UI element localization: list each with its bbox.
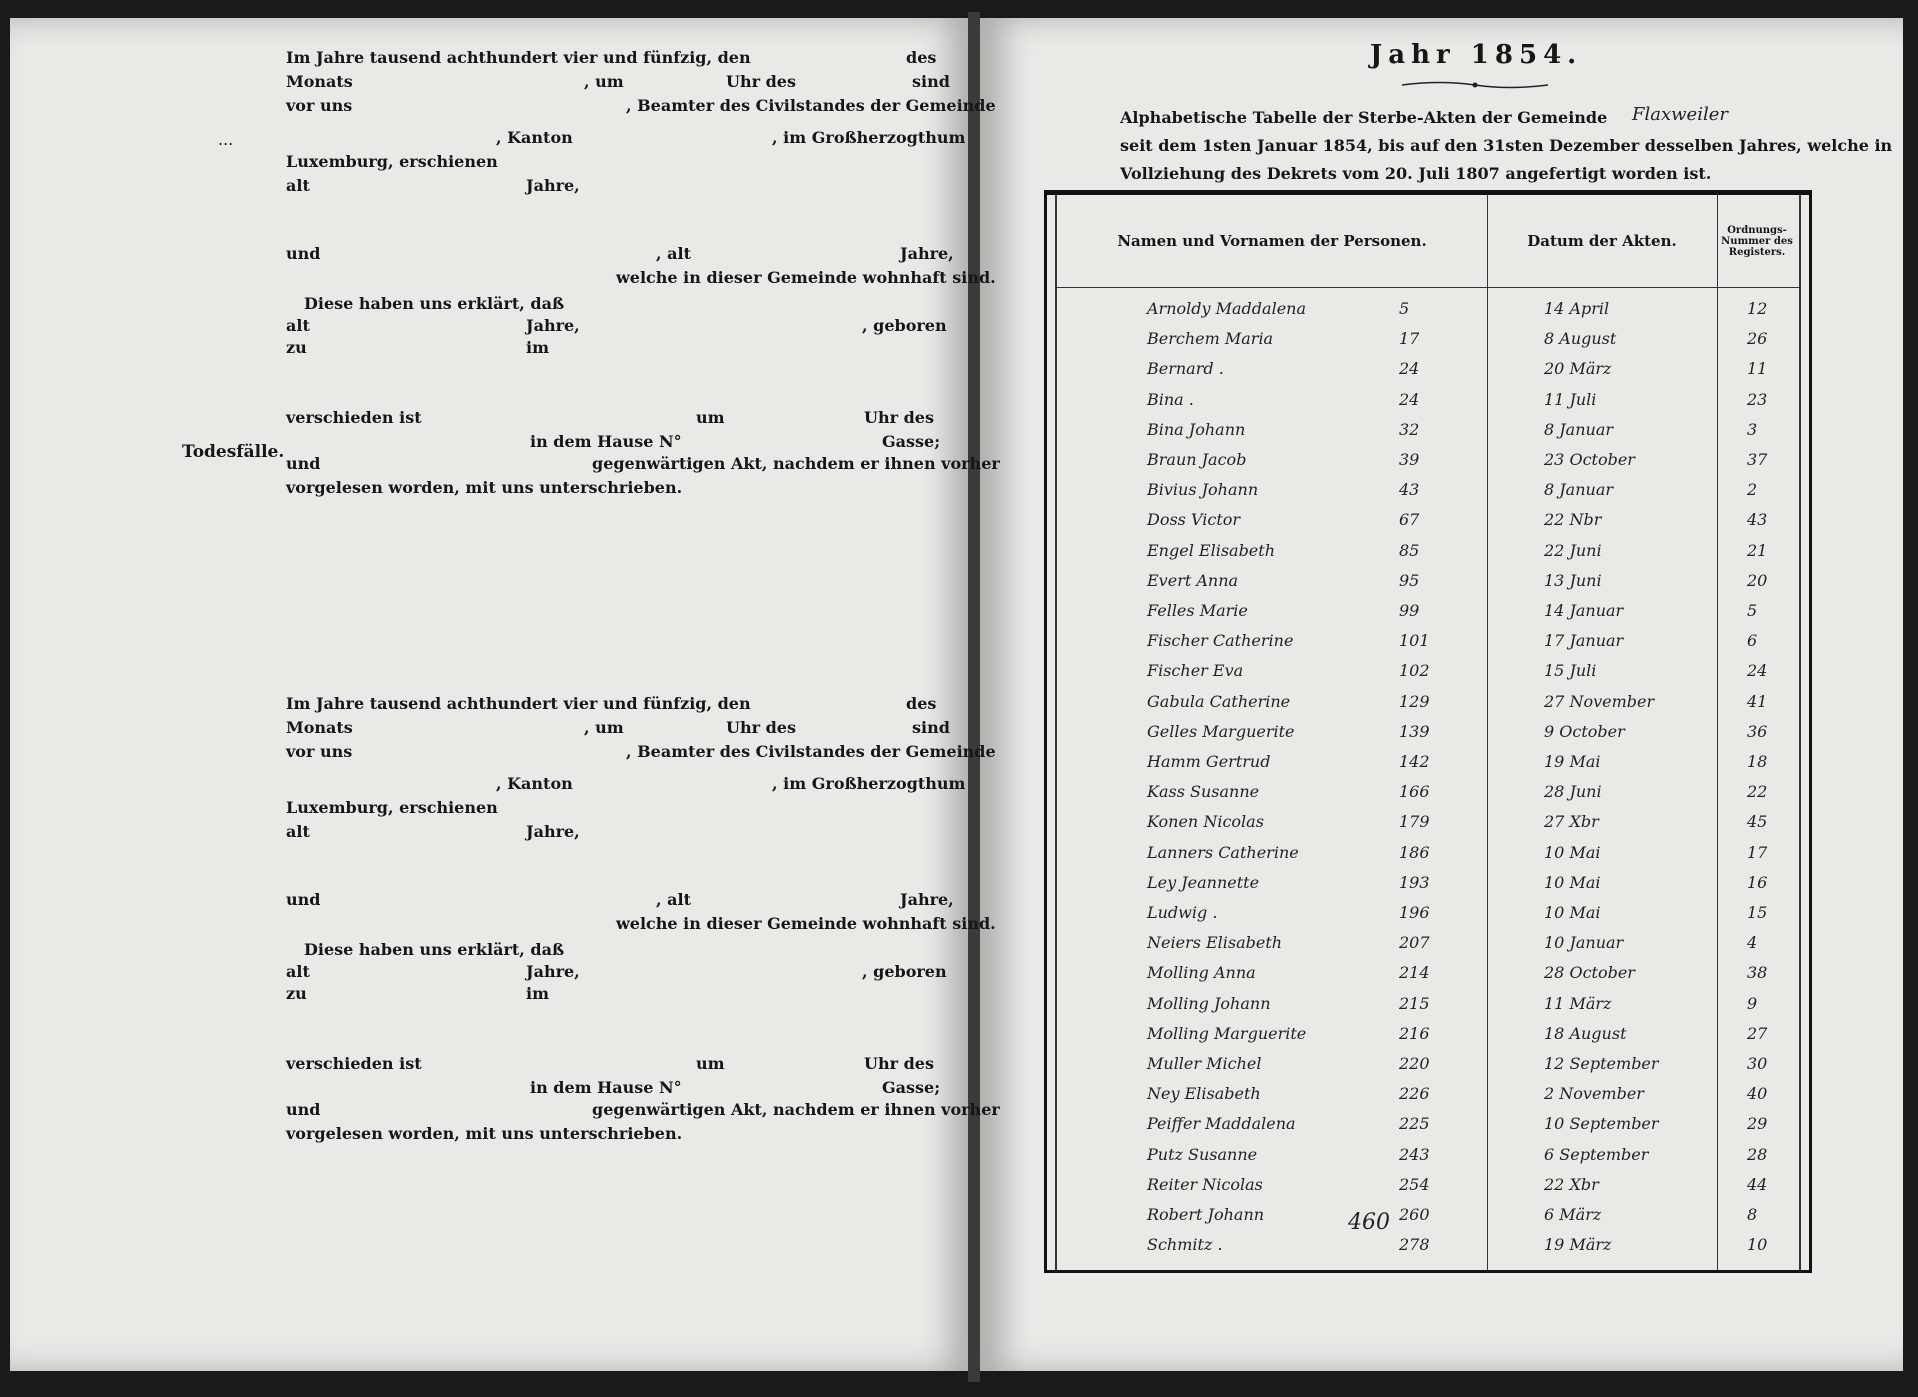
table-row: [1047, 839, 1809, 869]
form-line: [286, 1078, 946, 1100]
table-row: [1047, 1171, 1809, 1201]
form-text: Uhr des: [864, 1054, 934, 1073]
form-line: [286, 694, 946, 716]
person-name: Schmitz .: [1147, 1235, 1223, 1255]
act-number: 214: [1399, 963, 1430, 983]
person-name: Molling Anna: [1147, 963, 1256, 983]
act-date: 10 Mai: [1544, 842, 1601, 862]
order-number: 28: [1747, 1144, 1768, 1164]
act-date: 28 October: [1544, 963, 1635, 983]
form-text: , im Großherzogthum: [772, 774, 966, 793]
table-row: [1047, 416, 1809, 446]
act-date: 17 Januar: [1544, 631, 1624, 651]
header-line-3: Vollziehung des Dekrets vom 20. Juli 1807 angefertigt worden ist.: [1120, 164, 1712, 183]
order-number: 5: [1747, 601, 1758, 620]
act-number: 85: [1399, 540, 1420, 560]
person-name: Kass Susanne: [1147, 782, 1260, 802]
act-date: 23 October: [1544, 450, 1635, 469]
act-date: 15 Juli: [1544, 661, 1597, 681]
order-number: 22: [1747, 782, 1768, 802]
form-line: [286, 822, 946, 844]
act-number: 43: [1399, 480, 1420, 500]
person-name: Lanners Catherine: [1147, 842, 1299, 862]
act-date: 10 Januar: [1544, 933, 1624, 953]
table-row: [1047, 325, 1809, 355]
table-row: [1047, 1231, 1809, 1261]
act-date: 14 April: [1544, 299, 1610, 318]
table-row: [1047, 295, 1809, 325]
act-date: 22 Nbr: [1544, 510, 1602, 530]
table-row: [1047, 959, 1809, 989]
order-number: 21: [1747, 540, 1768, 560]
person-name: Gabula Catherine: [1147, 691, 1291, 711]
act-date: 8 Januar: [1544, 419, 1614, 439]
form-text: und: [286, 1100, 321, 1119]
form-text: Uhr des: [726, 718, 796, 737]
person-name: Engel Elisabeth: [1147, 540, 1276, 560]
order-number: 6: [1747, 631, 1758, 651]
act-date: 14 Januar: [1544, 601, 1624, 620]
act-number: 278: [1399, 1235, 1430, 1255]
form-line: [286, 432, 946, 454]
table-row: [1047, 506, 1809, 536]
form-text: welche in dieser Gemeinde wohnhaft sind.: [616, 914, 996, 933]
person-name: Muller Michel: [1147, 1054, 1262, 1073]
form-line: [286, 798, 946, 820]
form-line: [286, 1100, 1000, 1122]
table-row: [1047, 1141, 1809, 1171]
order-number: 4: [1747, 933, 1758, 953]
act-date: 10 Mai: [1544, 903, 1601, 922]
person-name: Bernard .: [1147, 359, 1224, 379]
person-name: Bina .: [1147, 389, 1194, 409]
order-number: 40: [1747, 1084, 1768, 1104]
act-number: 243: [1399, 1144, 1430, 1164]
table-row: [1047, 808, 1809, 838]
col-header-order: Ordnungs-Nummer des Registers.: [1721, 224, 1793, 258]
act-date: 22 Juni: [1544, 540, 1602, 560]
form-line: [286, 478, 946, 500]
order-number: 18: [1747, 752, 1768, 771]
order-number: 12: [1747, 299, 1768, 318]
form-text: alt: [286, 176, 310, 195]
person-name: Gelles Marguerite: [1147, 721, 1295, 741]
act-number: 225: [1399, 1114, 1430, 1134]
order-number: 41: [1747, 691, 1768, 711]
person-name: Ney Elisabeth: [1147, 1084, 1261, 1104]
form-line: [286, 984, 946, 1006]
person-name: Fischer Catherine: [1147, 631, 1294, 651]
act-number: 186: [1399, 842, 1430, 862]
form-text: , geboren: [862, 316, 947, 335]
order-number: 15: [1747, 903, 1768, 922]
act-date: 10 September: [1544, 1114, 1659, 1134]
act-date: 19 März: [1544, 1235, 1612, 1255]
act-number: 129: [1399, 691, 1430, 711]
order-number: 29: [1747, 1114, 1768, 1134]
act-number: 216: [1399, 1023, 1430, 1043]
act-date: 6 September: [1544, 1144, 1649, 1164]
act-date: 8 Januar: [1544, 480, 1614, 500]
person-name: Bina Johann: [1147, 419, 1246, 439]
form-text: im: [526, 984, 550, 1003]
table-row: [1047, 718, 1809, 748]
act-date: 28 Juni: [1544, 782, 1602, 802]
form-line: [286, 48, 946, 70]
form-text: sind: [912, 72, 950, 91]
book-spine: [968, 12, 980, 1382]
form-text: , um: [584, 72, 624, 91]
person-name: Robert Johann: [1147, 1205, 1265, 1224]
act-number: 179: [1399, 812, 1430, 832]
form-text: Jahre,: [526, 316, 580, 335]
person-name: Braun Jacob: [1147, 450, 1247, 469]
person-name: Doss Victor: [1147, 510, 1241, 530]
order-number: 44: [1747, 1174, 1768, 1194]
act-date: 11 März: [1544, 993, 1612, 1013]
order-number: 11: [1747, 359, 1768, 379]
form-text: Monats: [286, 718, 353, 737]
form-text: Im Jahre tausend achthundert vier und fünfzig, den: [286, 694, 751, 713]
form-text: zu: [286, 338, 307, 357]
table-row: [1047, 1050, 1809, 1080]
act-number: 260: [1399, 1205, 1430, 1224]
form-text: Im Jahre tausend achthundert vier und fünfzig, den: [286, 48, 751, 67]
entry-mark: ...: [218, 130, 234, 149]
act-number: 226: [1399, 1084, 1430, 1104]
form-text: Diese haben uns erklärt, daß: [304, 940, 565, 959]
person-name: Fischer Eva: [1147, 661, 1244, 681]
table-row: [1047, 688, 1809, 718]
form-line: [286, 454, 1000, 476]
act-date: 13 Juni: [1544, 570, 1602, 590]
order-number: 16: [1747, 872, 1768, 892]
form-text: um: [696, 408, 725, 427]
order-number: 38: [1747, 963, 1768, 983]
form-text: Gasse;: [882, 1078, 941, 1097]
order-number: 36: [1747, 721, 1768, 741]
act-date: 9 October: [1544, 721, 1625, 741]
col-header-names: Namen und Vornamen der Personen.: [1117, 232, 1427, 250]
form-line: [286, 268, 996, 290]
form-text: und: [286, 244, 321, 263]
form-text: alt: [286, 822, 310, 841]
form-text: Uhr des: [864, 408, 934, 427]
form-text: , alt: [656, 890, 691, 909]
act-number: 24: [1399, 389, 1420, 409]
form-text: , Beamter des Civilstandes der Gemeinde: [626, 96, 996, 115]
table-row: [1047, 567, 1809, 597]
margin-note-460: 460: [1348, 1210, 1390, 1235]
form-text: gegenwärtigen Akt, nachdem er ihnen vorher: [592, 1100, 1000, 1119]
form-text: , Kanton: [496, 128, 573, 147]
person-name: Reiter Nicolas: [1147, 1174, 1263, 1194]
form-line: [286, 316, 946, 338]
person-name: Molling Johann: [1147, 993, 1271, 1013]
act-number: 32: [1399, 419, 1420, 439]
act-date: 22 Xbr: [1544, 1174, 1599, 1194]
act-number: 95: [1399, 570, 1420, 590]
act-number: 166: [1399, 782, 1430, 802]
form-text: sind: [912, 718, 950, 737]
form-line: [286, 408, 946, 430]
form-text: , alt: [656, 244, 691, 263]
form-text: welche in dieser Gemeinde wohnhaft sind.: [616, 268, 996, 287]
form-text: Jahre,: [526, 962, 580, 981]
order-number: 23: [1747, 389, 1768, 409]
act-date: 8 August: [1544, 329, 1617, 349]
form-text: Jahre,: [526, 176, 580, 195]
table-row: [1047, 990, 1809, 1020]
table-row: [1047, 1110, 1809, 1140]
act-number: 67: [1399, 510, 1420, 530]
person-name: Peiffer Maddalena: [1147, 1114, 1296, 1134]
form-text: in dem Hause N°: [530, 1078, 682, 1097]
act-number: 139: [1399, 721, 1430, 741]
form-line: [286, 294, 946, 316]
table-row: [1047, 929, 1809, 959]
person-name: Evert Anna: [1147, 570, 1239, 590]
form-text: des: [906, 48, 937, 67]
person-name: Ley Jeannette: [1147, 872, 1260, 892]
form-line: [286, 774, 966, 796]
order-number: 17: [1747, 842, 1768, 862]
order-number: 9: [1747, 993, 1758, 1013]
order-number: 26: [1747, 329, 1768, 349]
form-line: [286, 1124, 946, 1146]
order-number: 37: [1747, 450, 1768, 469]
form-text: Jahre,: [900, 244, 954, 263]
margin-label-todesfaelle: Todesfälle.: [182, 442, 285, 462]
act-date: 27 November: [1544, 691, 1655, 711]
header-line-2: seit dem 1sten Januar 1854, bis auf den 31sten Dezember desselben Jahres, welche in: [1120, 136, 1893, 155]
act-number: 215: [1399, 993, 1430, 1013]
form-text: und: [286, 890, 321, 909]
register-title: Jahr 1854.: [1370, 40, 1583, 70]
table-row: [1047, 537, 1809, 567]
form-line: [286, 152, 946, 174]
act-date: 20 März: [1544, 359, 1612, 379]
order-number: 10: [1747, 1235, 1768, 1255]
form-text: Luxemburg, erschienen: [286, 152, 498, 171]
form-text: des: [906, 694, 937, 713]
act-number: 220: [1399, 1054, 1430, 1073]
form-line: [286, 718, 950, 740]
title-flourish: [1400, 80, 1550, 90]
form-text: verschieden ist: [286, 408, 422, 427]
table-row: [1047, 476, 1809, 506]
form-line: [286, 72, 950, 94]
form-text: Uhr des: [726, 72, 796, 91]
form-text: , Beamter des Civilstandes der Gemeinde: [626, 742, 996, 761]
death-register-table: [1044, 190, 1812, 1273]
order-number: 20: [1747, 570, 1768, 590]
table-row: [1047, 1080, 1809, 1110]
form-text: , im Großherzogthum: [772, 128, 966, 147]
form-text: und: [286, 454, 321, 473]
order-number: 30: [1747, 1054, 1768, 1073]
form-line: [286, 128, 966, 150]
order-number: 8: [1747, 1205, 1758, 1224]
form-line: [286, 96, 996, 118]
form-line: [286, 176, 946, 198]
form-line: [286, 940, 946, 962]
form-text: Monats: [286, 72, 353, 91]
act-number: 196: [1399, 903, 1430, 922]
form-text: Jahre,: [526, 822, 580, 841]
municipality-name: Flaxweiler: [1632, 104, 1728, 125]
act-date: 2 November: [1544, 1084, 1644, 1104]
act-number: 99: [1399, 601, 1420, 620]
order-number: 3: [1747, 419, 1758, 439]
table-row: [1047, 355, 1809, 385]
act-number: 17: [1399, 329, 1420, 349]
act-date: 18 August: [1544, 1023, 1627, 1043]
act-date: 19 Mai: [1544, 752, 1601, 771]
act-date: 12 September: [1544, 1054, 1659, 1073]
act-date: 27 Xbr: [1544, 812, 1599, 832]
table-row: [1047, 597, 1809, 627]
person-name: Berchem Maria: [1147, 329, 1274, 349]
table-row: [1047, 446, 1809, 476]
form-text: Gasse;: [882, 432, 941, 451]
table-row: [1047, 778, 1809, 808]
table-row: [1047, 657, 1809, 687]
person-name: Ludwig .: [1147, 903, 1218, 922]
form-line: [286, 338, 946, 360]
table-row: [1047, 386, 1809, 416]
table-row: [1047, 899, 1809, 929]
form-line: [286, 244, 954, 266]
act-number: 102: [1399, 661, 1430, 681]
form-text: in dem Hause N°: [530, 432, 682, 451]
form-text: Jahre,: [900, 890, 954, 909]
form-text: gegenwärtigen Akt, nachdem er ihnen vorher: [592, 454, 1000, 473]
form-text: Luxemburg, erschienen: [286, 798, 498, 817]
table-row: [1047, 1020, 1809, 1050]
form-text: vorgelesen worden, mit uns unterschrieben.: [286, 478, 683, 497]
header-rule: [1055, 287, 1801, 288]
form-text: um: [696, 1054, 725, 1073]
order-number: 24: [1747, 661, 1768, 681]
act-number: 101: [1399, 631, 1430, 651]
table-row: [1047, 748, 1809, 778]
person-name: Konen Nicolas: [1147, 812, 1264, 832]
person-name: Arnoldy Maddalena: [1147, 299, 1306, 318]
form-line: [286, 1054, 946, 1076]
header-line-1: Alphabetische Tabelle der Sterbe-Akten der Gemeinde: [1120, 108, 1608, 127]
act-date: 11 Juli: [1544, 389, 1597, 409]
order-number: 43: [1747, 510, 1768, 530]
col-header-date: Datum der Akten.: [1527, 232, 1677, 250]
order-number: 27: [1747, 1023, 1768, 1043]
act-number: 5: [1399, 299, 1410, 318]
person-name: Felles Marie: [1147, 601, 1248, 620]
act-number: 142: [1399, 752, 1430, 771]
form-line: [286, 962, 946, 984]
person-name: Molling Marguerite: [1147, 1023, 1307, 1043]
form-text: vor uns: [286, 96, 353, 115]
order-number: 45: [1747, 812, 1768, 832]
table-row: [1047, 1201, 1809, 1231]
form-text: , um: [584, 718, 624, 737]
form-text: , geboren: [862, 962, 947, 981]
form-text: verschieden ist: [286, 1054, 422, 1073]
person-name: Putz Susanne: [1147, 1144, 1258, 1164]
order-number: 2: [1747, 480, 1758, 500]
form-text: alt: [286, 962, 310, 981]
form-text: vor uns: [286, 742, 353, 761]
act-number: 193: [1399, 872, 1430, 892]
form-text: im: [526, 338, 550, 357]
form-line: [286, 742, 996, 764]
act-number: 39: [1399, 450, 1420, 469]
table-row: [1047, 869, 1809, 899]
form-text: Diese haben uns erklärt, daß: [304, 294, 565, 313]
form-line: [286, 914, 996, 936]
form-line: [286, 890, 954, 912]
act-number: 254: [1399, 1174, 1430, 1194]
person-name: Hamm Gertrud: [1147, 752, 1271, 771]
act-date: 6 März: [1544, 1205, 1602, 1224]
form-text: zu: [286, 984, 307, 1003]
act-number: 24: [1399, 359, 1420, 379]
table-row: [1047, 627, 1809, 657]
act-number: 207: [1399, 933, 1430, 953]
act-date: 10 Mai: [1544, 872, 1601, 892]
form-text: , Kanton: [496, 774, 573, 793]
form-text: alt: [286, 316, 310, 335]
person-name: Bivius Johann: [1147, 480, 1259, 500]
form-text: vorgelesen worden, mit uns unterschrieben.: [286, 1124, 683, 1143]
person-name: Neiers Elisabeth: [1147, 933, 1283, 953]
